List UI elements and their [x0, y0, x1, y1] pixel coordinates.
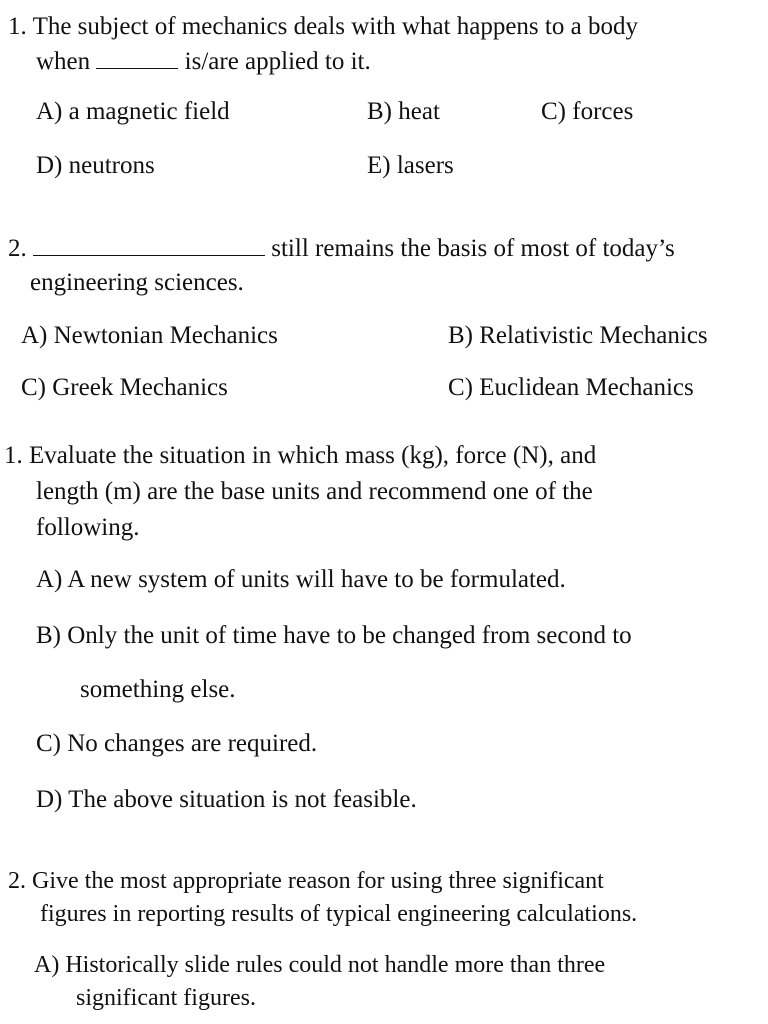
q1-option-e: E) lasers	[367, 152, 454, 179]
q3-option-d: D) The above situation is not feasible.	[36, 786, 417, 813]
q3-option-a: A) A new system of units will have to be formulated.	[36, 566, 566, 593]
q1-line1	[8, 12, 638, 42]
q1-number: 1.	[8, 13, 27, 40]
q3-line2: length (m) are the base units and recommend one of the	[36, 478, 593, 505]
q1-option-b: B) heat	[367, 98, 440, 125]
q3-line1	[4, 441, 596, 471]
q2-option-b: B) Relativistic Mechanics	[448, 322, 708, 349]
q1-option-d: D) neutrons	[36, 152, 155, 179]
q3-number: 1.	[4, 442, 23, 469]
q2-line1	[8, 233, 675, 264]
q2-line2: engineering sciences.	[30, 269, 244, 296]
q3-text: Evaluate the situation in which mass (kg), force (N), and	[29, 442, 597, 469]
q3-line3: following.	[36, 514, 140, 541]
q1-text: The subject of mechanics deals with what happens to a body	[32, 13, 638, 40]
q4-option-a-line1: A) Historically slide rules could not handle more than three	[34, 952, 606, 978]
q2-option-a: A) Newtonian Mechanics	[21, 322, 278, 349]
q4-number: 2.	[8, 868, 26, 894]
q3-option-b-line1: B) Only the unit of time have to be changed from second to	[36, 622, 632, 649]
q2-blank	[33, 233, 265, 256]
q4-line1	[8, 866, 604, 896]
q2-number: 2.	[8, 235, 27, 262]
q4-line2: figures in reporting results of typical engineering calculations.	[40, 901, 638, 927]
q4-option-a-line2: significant figures.	[76, 985, 256, 1011]
q3-option-c: C) No changes are required.	[36, 730, 318, 757]
q1-when: when	[36, 48, 91, 75]
q1-option-a: A) a magnetic field	[36, 98, 230, 125]
q1-option-c: C) forces	[541, 98, 634, 125]
q3-option-b-line2: something else.	[80, 676, 236, 703]
q4-text: Give the most appropriate reason for using three significant	[32, 868, 604, 894]
q2-option-c: C) Greek Mechanics	[21, 374, 228, 401]
q1-text-after: is/are applied to it.	[184, 48, 371, 75]
q1-blank	[96, 46, 178, 69]
q1-line2	[36, 46, 371, 77]
q2-option-d: C) Euclidean Mechanics	[448, 374, 694, 401]
q2-text: still remains the basis of most of today’s	[271, 235, 675, 262]
